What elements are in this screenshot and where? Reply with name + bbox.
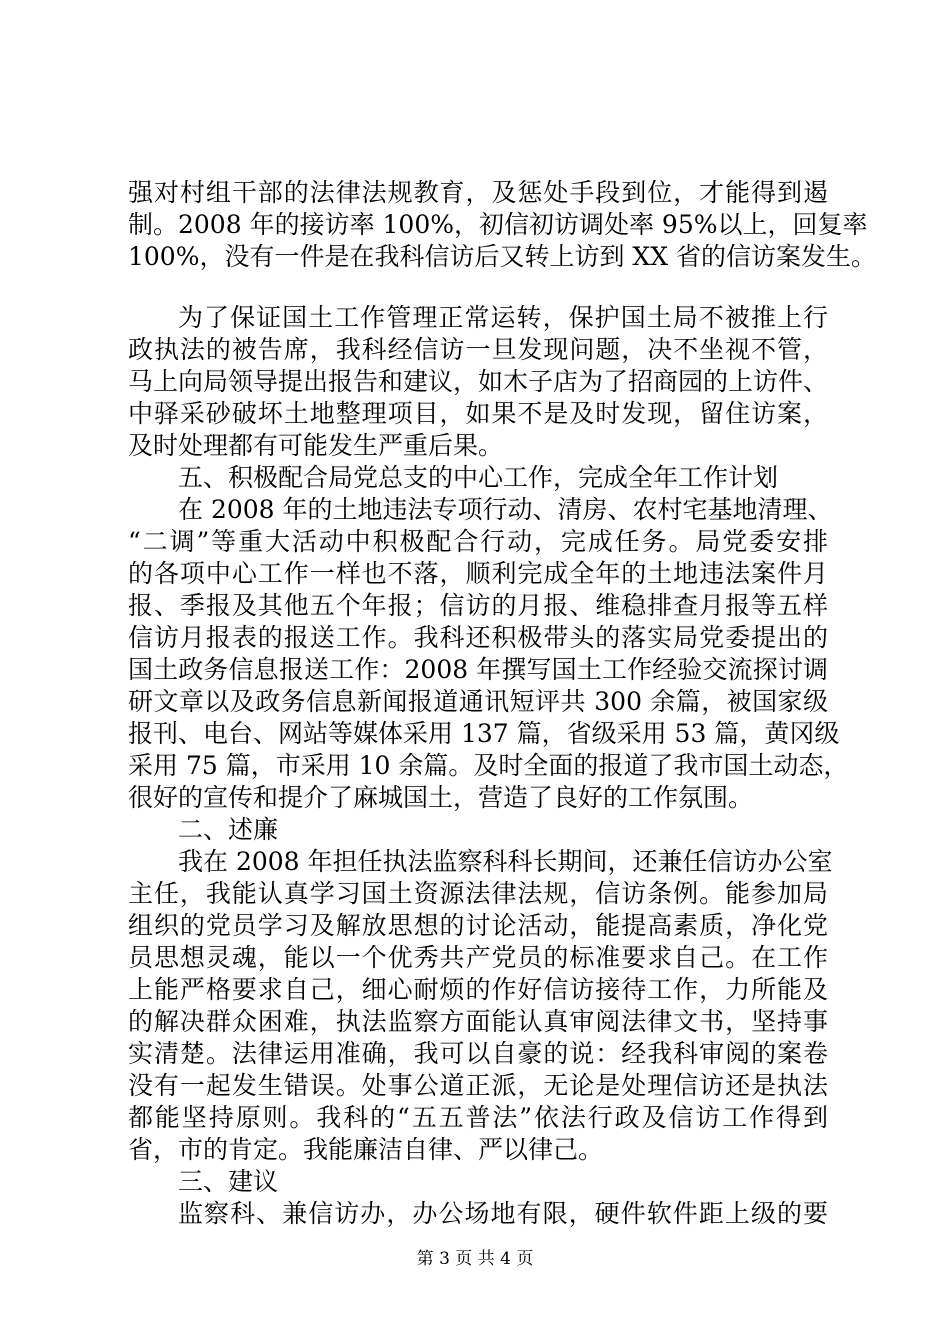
section-heading: 五、积极配合局党总支的中心工作，完成全年工作计划 bbox=[178, 463, 779, 492]
paragraph-line: 马上向局领导提出报告和建议，如木子店为了招商园的上访件、 bbox=[128, 367, 829, 396]
paragraph-line: 研文章以及政务信息新闻报道通讯短评共 300 余篇，被国家级 bbox=[128, 687, 828, 716]
paragraph-line: 没有一起发生错误。处事公道正派，无论是处理信访还是执法 bbox=[128, 1071, 828, 1100]
paragraph-line: 为了保证国土工作管理正常运转，保护国土局不被推上行 bbox=[178, 303, 828, 332]
paragraph-line: 信访月报表的报送工作。我科还积极带头的落实局党委提出的 bbox=[128, 623, 828, 652]
section-heading: 三、建议 bbox=[178, 1167, 279, 1196]
paragraph-line: 报刊、电台、网站等媒体采用 137 篇，省级采用 53 篇，黄冈级 bbox=[128, 719, 840, 748]
paragraph-line: 组织的党员学习及解放思想的讨论活动，能提高素质，净化党 bbox=[128, 911, 828, 940]
paragraph-line: 都能坚持原则。我科的“五五普法”依法行政及信访工作得到 bbox=[128, 1103, 828, 1132]
page-number-footer: 第 3 页 共 4 页 bbox=[416, 1249, 534, 1269]
paragraph-line: 上能严格要求自己，细心耐烦的作好信访接待工作，力所能及 bbox=[128, 975, 828, 1004]
paragraph-line: 的解决群众困难，执法监察方面能认真审阅法律文书，坚持事 bbox=[128, 1007, 828, 1036]
paragraph-line: 主任，我能认真学习国土资源法律法规，信访条例。能参加局 bbox=[128, 879, 828, 908]
paragraph-line: 很好的宣传和提介了麻城国土，营造了良好的工作氛围。 bbox=[128, 783, 754, 812]
section-heading: 二、述廉 bbox=[178, 815, 279, 844]
paragraph-line: 中驿采砂破坏土地整理项目，如果不是及时发现，留住访案， bbox=[128, 399, 828, 428]
paragraph-line: 报、季报及其他五个年报；信访的月报、维稳排查月报等五样 bbox=[128, 591, 828, 620]
paragraph-line: 国土政务信息报送工作：2008 年撰写国土工作经验交流探讨调 bbox=[128, 655, 828, 684]
paragraph-line: 在 2008 年的土地违法专项行动、清房、农村宅基地清理、 bbox=[178, 495, 833, 524]
paragraph-line: 的各项中心工作一样也不落，顺利完成全年的土地违法案件月 bbox=[128, 559, 828, 588]
paragraph-line: “二调”等重大活动中积极配合行动，完成任务。局党委安排 bbox=[128, 527, 828, 556]
paragraph-line: 实清楚。法律运用准确，我可以自豪的说：经我科审阅的案卷 bbox=[128, 1039, 828, 1068]
paragraph-line: 制。2008 年的接访率 100%，初信初访调处率 95%以上，回复率 bbox=[128, 210, 868, 239]
paragraph-line: 及时处理都有可能发生严重后果。 bbox=[128, 431, 504, 460]
paragraph-line: 省，市的肯定。我能廉洁自律、严以律己。 bbox=[128, 1135, 604, 1164]
paragraph-line: 政执法的被告席，我科经信访一旦发现问题，决不坐视不管， bbox=[128, 335, 828, 364]
paragraph-line: 监察科、兼信访办，办公场地有限，硬件软件距上级的要 bbox=[178, 1199, 828, 1228]
paragraph-line: 100%，没有一件是在我科信访后又转上访到 XX 省的信访案发生。 bbox=[128, 242, 876, 271]
paragraph-line: 采用 75 篇，市采用 10 余篇。及时全面的报道了我市国土动态， bbox=[128, 751, 849, 780]
paragraph-line: 强对村组干部的法律法规教育，及惩处手段到位，才能得到遏 bbox=[128, 178, 828, 207]
paragraph-line: 我在 2008 年担任执法监察科科长期间，还兼任信访办公室 bbox=[178, 847, 833, 876]
paragraph-line: 员思想灵魂，能以一个优秀共产党员的标准要求自己。在工作 bbox=[128, 943, 828, 972]
